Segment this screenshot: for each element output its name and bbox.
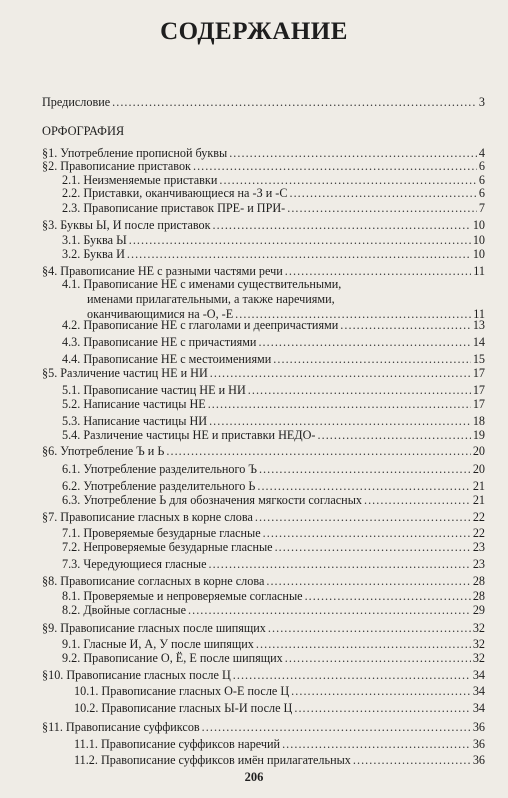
leader-dots [318,428,471,442]
leader-dots [213,218,471,232]
toc-entry [62,589,485,603]
toc-entry-text: 10.1. Правописание гласных О-Е после Ц [74,684,290,698]
leader-dots [209,414,471,428]
toc-entry-text: 7.3. Чередующиеся гласные [62,557,207,571]
toc-page-number: 20 [472,444,485,458]
toc-page-number: 3 [478,95,485,109]
leader-dots [340,318,471,332]
toc-entry-text: §1. Употребление прописной буквы [42,146,228,160]
leader-dots [257,479,470,493]
toc-entry-text: 6.1. Употребление разделительного Ъ [62,462,257,476]
toc-page-number: 18 [472,414,485,428]
leader-dots [353,753,471,767]
toc-entry-text: 4.4. Правописание НЕ с местоимениями [62,352,272,366]
leader-dots [248,383,471,397]
toc-page-number: 23 [472,557,485,571]
leader-dots [289,186,476,200]
leader-dots [233,668,471,682]
toc-page-number: 22 [472,510,485,524]
toc-entry [42,720,485,734]
toc-page-number: 21 [472,493,485,507]
toc-entry [62,479,485,493]
toc-entry [74,753,485,767]
toc-entry-text: §9. Правописание гласных после шипящих [42,621,266,635]
toc-entry [62,651,485,665]
leader-dots [193,159,477,173]
toc-entry [42,366,485,380]
toc-entry [42,574,485,588]
toc-entry-text: 8.1. Проверяемые и непроверяемые согласные [62,589,303,603]
toc-page-number: 32 [472,637,485,651]
toc-entry-text: 5.2. Написание частицы НЕ [62,397,206,411]
toc-entry [42,510,485,524]
toc-entry [62,318,485,332]
leader-dots [263,526,471,540]
toc-entry-text: 11.2. Правописание суффиксов имён прилагательных [74,753,351,767]
toc-entry [62,428,485,442]
toc-page-number: 28 [472,574,485,588]
toc-entry-text: 9.1. Гласные И, А, У после шипящих [62,637,254,651]
toc-entry-text-line: 4.1. Правописание НЕ с именами существительными, [62,277,342,291]
toc-page-number: 34 [472,701,485,715]
toc-page-number: 10 [472,247,485,261]
toc-entry [62,637,485,651]
toc-page-number: 34 [472,668,485,682]
toc-page-number: 17 [472,366,485,380]
toc-entry [42,146,485,160]
leader-dots [166,444,470,458]
leader-dots [266,574,470,588]
toc-page-number: 36 [472,720,485,734]
toc-entry-text: 7.2. Непроверяемые безударные гласные [62,540,273,554]
toc-page-number: 36 [472,753,485,767]
toc-entry [42,668,485,682]
toc-page-number: 23 [472,540,485,554]
toc-entry [42,159,485,173]
leader-dots [210,366,471,380]
toc-entry-text: §4. Правописание НЕ с разными частями речи [42,264,283,278]
toc-entry-text: 11.1. Правописание суффиксов наречий [74,737,281,751]
leader-dots [291,684,471,698]
toc-entry-text: Предисловие [42,95,111,109]
toc-entry-text: §6. Употребление Ъ и Ь [42,444,165,458]
toc-entry [62,414,485,428]
toc-page-number: 10 [472,233,485,247]
leader-dots [208,397,471,411]
toc-entry [62,383,485,397]
leader-dots [259,462,471,476]
toc-entry [42,621,485,635]
toc-entry [62,540,485,554]
toc-entry [62,335,485,349]
toc-entry-text: 9.2. Правописание О, Ё, Е после шипящих [62,651,283,665]
toc-page-number: 11 [473,264,485,278]
toc-entry-text: 3.1. Буква Ы [62,233,127,247]
leader-dots [129,233,471,247]
toc-entry-text: 4.3. Правописание НЕ с причастиями [62,335,257,349]
page-title: СОДЕРЖАНИЕ [160,18,348,45]
toc-entry [62,173,485,187]
toc-entry-text: §8. Правописание согласных в корне слова [42,574,265,588]
toc-entry [62,186,485,200]
toc-entry-text: 4.2. Правописание НЕ с глаголами и деепричастиями [62,318,339,332]
toc-page-number: 13 [472,318,485,332]
leader-dots [255,510,471,524]
toc-page-number: 15 [472,352,485,366]
toc-entry [62,493,485,507]
leader-dots [219,173,477,187]
toc-entry [62,352,485,366]
toc-entry-text: 5.1. Правописание частиц НЕ и НИ [62,383,246,397]
toc-entry-text: 6.2. Употребление разделительного Ь [62,479,256,493]
toc-page-number: 29 [472,603,485,617]
toc-entry [62,462,485,476]
toc-page-number: 36 [472,737,485,751]
toc-entry [62,397,485,411]
toc-entry [42,444,485,458]
toc-page-number: 34 [472,684,485,698]
toc-page-number: 10 [472,218,485,232]
toc-entry [62,557,485,571]
toc-entry [62,233,485,247]
leader-dots [294,701,470,715]
toc-entry [62,201,485,215]
leader-dots [282,737,471,751]
toc-page-number: 19 [472,428,485,442]
toc-entry-text: §5. Различение частиц НЕ и НИ [42,366,208,380]
leader-dots [364,493,471,507]
toc-entry [62,247,485,261]
toc-entry-text: 2.1. Неизменяемые приставки [62,173,218,187]
toc-page-number: 14 [472,335,485,349]
leader-dots [287,201,477,215]
leader-dots [273,352,471,366]
toc-entry-text: оканчивающимися на -О, -Е [87,307,234,321]
toc-entry-text: 5.3. Написание частицы НИ [62,414,208,428]
leader-dots [258,335,470,349]
toc-entry-text: 8.2. Двойные согласные [62,603,186,617]
toc-page-number: 7 [478,201,485,215]
toc-entry-text: §3. Буквы Ы, И после приставок [42,218,211,232]
leader-dots [268,621,471,635]
leader-dots [202,720,471,734]
toc-page-number: 28 [472,589,485,603]
toc-entry [74,737,485,751]
toc-entry [42,264,485,278]
leader-dots [305,589,471,603]
toc-entry-text-line: именами прилагательными, а также наречиями, [87,291,335,306]
toc-entry-text: 2.2. Приставки, оканчивающиеся на -З и -С [62,186,288,200]
toc-entry-text: 3.2. Буква И [62,247,125,261]
toc-entry-text: 10.2. Правописание гласных Ы-И после Ц [74,701,293,715]
leader-dots [229,146,477,160]
toc-page-number: 6 [478,159,485,173]
leader-dots [285,651,471,665]
leader-dots [208,557,470,571]
toc-entry-text: 7.1. Проверяемые безударные гласные [62,526,261,540]
toc-entry-text: 2.3. Правописание приставок ПРЕ- и ПРИ- [62,201,286,215]
section-heading: ОРФОГРАФИЯ [42,124,125,138]
leader-dots [127,247,471,261]
toc-page-number: 6 [478,186,485,200]
toc-page-number: 17 [472,397,485,411]
leader-dots [275,540,471,554]
toc-page-number: 4 [478,146,485,160]
toc-entry-text: §10. Правописание гласных после Ц [42,668,231,682]
toc-entry [42,218,485,232]
toc-entry-text: §2. Правописание приставок [42,159,191,173]
leader-dots [256,637,471,651]
toc-page-number: 32 [472,651,485,665]
toc-entry [74,701,485,715]
toc-page-number: 22 [472,526,485,540]
toc-page-number: 17 [472,383,485,397]
leader-dots [285,264,471,278]
toc-entry-text: 6.3. Употребление Ь для обозначения мягкости согласных [62,493,362,507]
toc-entry-wrapped-lines [62,277,341,307]
toc-page-number: 20 [472,462,485,476]
toc-entry-text: §7. Правописание гласных в корне слова [42,510,253,524]
leader-dots [188,603,471,617]
toc-page-number: 32 [472,621,485,635]
toc-entry [74,684,485,698]
page-number: 206 [244,770,264,784]
toc-page-number: 21 [472,479,485,493]
toc-entry-text: 5.4. Различение частицы НЕ и приставки НЕДО- [62,428,316,442]
toc-page-number: 6 [478,173,485,187]
toc-entry [62,603,485,617]
toc-page-number: 11 [473,307,485,321]
toc-entry-text: §11. Правописание суффиксов [42,720,200,734]
toc-entry [62,526,485,540]
